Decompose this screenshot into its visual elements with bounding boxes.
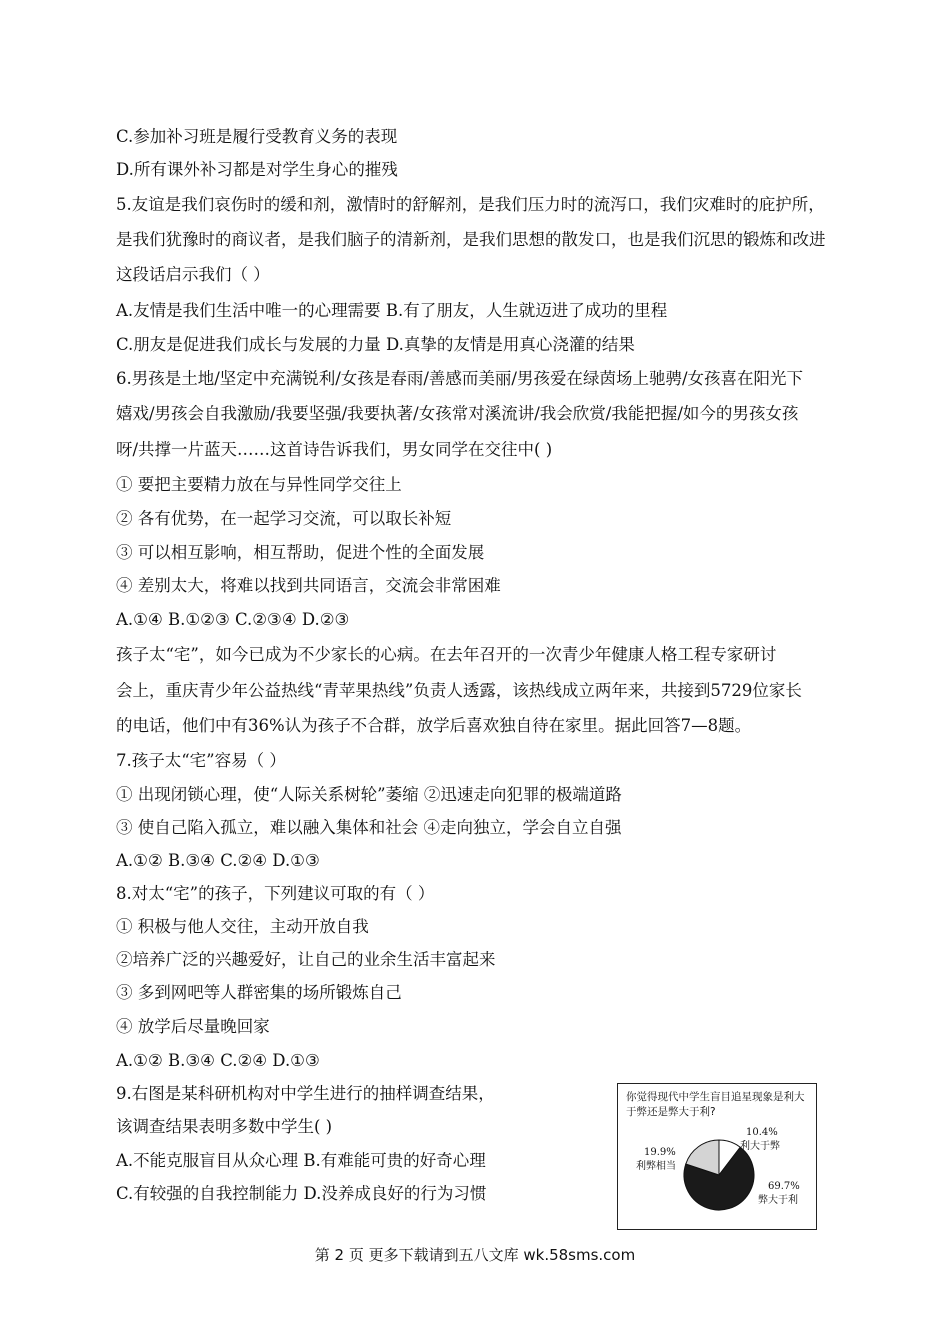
question-6-item-4: ④ 差别太大，将难以找到共同语言，交流会非常困难: [116, 576, 501, 595]
question-8-item-1: ① 积极与他人交往，主动开放自我: [116, 917, 369, 936]
slice-label-value-3: 19.9%: [644, 1147, 676, 1158]
question-8-item-4: ④ 放学后尽量晚回家: [116, 1017, 270, 1036]
question-5-options-cd: C.朋友是促进我们成长与发展的力量 D.真挚的友情是用真心浇灌的结果: [116, 335, 635, 354]
question-6-stem-line-1: 6.男孩是土地/坚定中充满锐利/女孩是春雨/善感而美丽/男孩爱在绿茵场上驰骋/女孩喜在阳光下: [116, 369, 804, 388]
question-5-options-ab: A.友情是我们生活中唯一的心理需要 B.有了朋友，人生就迈进了成功的里程: [116, 301, 668, 320]
question-8-stem: 8.对太“宅”的孩子，下列建议可取的有（ ）: [116, 884, 435, 903]
question-6-item-3: ③ 可以相互影响，相互帮助，促进个性的全面发展: [116, 543, 485, 562]
question-5-stem-line-2: 是我们犹豫时的商议者，是我们脑子的清新剂，是我们思想的散发口，也是我们沉思的锻炼和改进: [116, 230, 826, 249]
question-7-options: A.①② B.③④ C.②④ D.①③: [116, 851, 320, 870]
question-8-item-3: ③ 多到网吧等人群密集的场所锻炼自己: [116, 983, 402, 1002]
material-paragraph-line-1: 孩子太“宅”，如今已成为不少家长的心病。在去年召开的一次青少年健康人格工程专家研讨: [116, 645, 777, 664]
question-8-item-2: ②培养广泛的兴趣爱好，让自己的业余生活丰富起来: [116, 950, 496, 969]
question-6-item-2: ② 各有优势，在一起学习交流，可以取长补短: [116, 509, 452, 528]
question-5-stem-line-3: 这段话启示我们（ ）: [116, 265, 270, 284]
slice-label-name-3: 利弊相当: [636, 1161, 676, 1172]
question-6-stem-line-3: 呀/共撑一片蓝天……这首诗告诉我们，男女同学在交往中( ): [116, 440, 553, 459]
page-footer: 第 2 页 更多下载请到五八文库 wk.58sms.com: [314, 1246, 636, 1264]
question-4-option-d: D.所有课外补习都是对学生身心的摧残: [116, 160, 398, 179]
slice-label-name-2: 弊大于利: [758, 1195, 798, 1206]
survey-pie-chart: [617, 1083, 817, 1230]
question-9-options-ab: A.不能克服盲目从众心理 B.有难能可贵的好奇心理: [116, 1151, 486, 1170]
question-7-items-12: ① 出现闭锁心理，使“人际关系树轮”萎缩 ②迅速走向犯罪的极端道路: [116, 785, 622, 804]
question-6-item-1: ① 要把主要精力放在与异性同学交往上: [116, 475, 402, 494]
question-8-options: A.①② B.③④ C.②④ D.①③: [116, 1051, 320, 1070]
question-9-stem-line-1: 9.右图是某科研机构对中学生进行的抽样调查结果，: [116, 1084, 495, 1103]
question-9-stem-line-2: 该调查结果表明多数中学生( ): [116, 1117, 333, 1136]
slice-label-value-1: 10.4%: [746, 1127, 778, 1138]
question-6-options: A.①④ B.①②③ C.②③④ D.②③: [116, 610, 350, 629]
question-7-items-34: ③ 使自己陷入孤立，难以融入集体和社会 ④走向独立，学会自立自强: [116, 818, 622, 837]
material-paragraph-line-3: 的电话，他们中有36%认为孩子不合群，放学后喜欢独自待在家里。据此回答7—8题。: [116, 716, 752, 735]
question-5-stem-line-1: 5.友谊是我们哀伤时的缓和剂，激情时的舒解剂，是我们压力时的流泻口，我们灾难时的庇护所，: [116, 195, 825, 214]
question-6-stem-line-2: 嬉戏/男孩会自我激励/我要坚强/我要执著/女孩常对溪流讲/我会欣赏/我能把握/如今的男孩女孩: [116, 404, 799, 423]
slice-label-value-2: 69.7%: [768, 1181, 800, 1192]
question-9-options-cd: C.有较强的自我控制能力 D.没养成良好的行为习惯: [116, 1184, 487, 1203]
chart-title: 你觉得现代中学生盲目追星现象是利大于弊还是弊大于利?: [626, 1091, 805, 1118]
question-7-stem: 7.孩子太“宅”容易（ ）: [116, 751, 286, 770]
question-4-option-c: C.参加补习班是履行受教育义务的表现: [116, 127, 398, 146]
slice-label-name-1: 利大于弊: [740, 1141, 780, 1152]
material-paragraph-line-2: 会上，重庆青少年公益热线“青苹果热线”负责人透露，该热线成立两年来，共接到5729位家长: [116, 681, 802, 700]
